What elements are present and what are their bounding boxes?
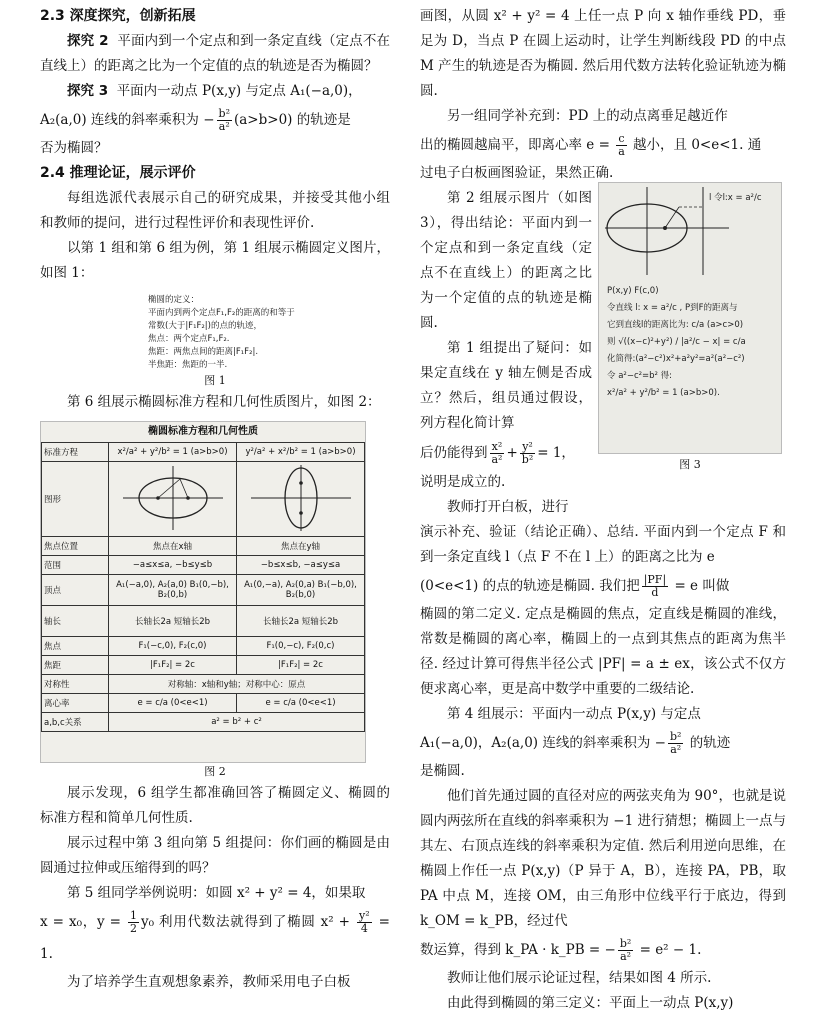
fraction-denominator: a² <box>491 453 503 466</box>
table-row <box>42 637 365 656</box>
tanjiu-3-label: 探究 3 <box>67 83 109 99</box>
text-fragment: x = x₀，y = <box>40 914 126 930</box>
table-cell: a² = b² + c² <box>109 713 365 732</box>
text-fragment: 的轨迹 <box>685 735 731 751</box>
fraction-numerator: c <box>616 133 627 146</box>
table-cell: A₁(−a,0), A₂(a,0) B₁(0,−b), B₂(0,b) <box>109 575 237 606</box>
figure-1-caption: 图 1 <box>204 374 226 387</box>
text-fragment: = 1， <box>537 445 575 461</box>
fraction-numerator: b² <box>669 730 682 743</box>
table-row <box>42 606 365 637</box>
table-cell: 图形 <box>42 462 109 537</box>
table-cell: a,b,c关系 <box>42 713 109 732</box>
fig1-line: 半焦距：焦距的一半. <box>148 360 228 370</box>
right-column <box>420 0 786 1016</box>
fig3-directrix-label: l 令l:x = a²/c <box>709 193 762 203</box>
fraction-numerator: b² <box>218 107 230 120</box>
paragraph-r12: 椭圆的第二定义. 定点是椭圆的焦点，定直线是椭圆的准线，常数是椭圆的离心率，椭圆上的一点到其焦点的距离为焦半径. 经过计算可得焦半径公式 |PF| = a ± ex，该公式不仅方便求离心率，更是高中数学中重要的二级结论. <box>420 606 786 697</box>
paragraph-r8: 说明是成立的. <box>420 474 506 490</box>
fig3-line: P(x,y) F(c,0) <box>607 286 659 296</box>
table-row <box>42 713 365 732</box>
figure-2-caption: 图 2 <box>204 765 226 778</box>
text-fragment: = 1. <box>40 914 390 962</box>
table-cell: A₁(0,−a), A₂(0,a) B₁(−b,0), B₂(b,0) <box>237 575 365 606</box>
paragraph-r1: 画图，从圆 x² + y² = 4 上任一点 P 向 x 轴作垂线 PD，垂足为 D，当点 P 在圆上运动时，让学生判断线段 PD 的中点 M 产生的轨迹是否为椭圆. 然后用代数方法转化验证轨迹为椭圆. <box>420 8 786 99</box>
fraction-numerator: |PF| <box>643 573 667 586</box>
tanjiu-2-label: 探究 2 <box>67 33 109 49</box>
wrapped-text-block <box>420 186 592 520</box>
paragraph-r15: 是椭圆. <box>420 763 465 779</box>
fraction-y2-over-4 <box>357 910 372 935</box>
tanjiu-3-text-a: 平面内一动点 P(x,y) 与定点 A₁(−a,0)， <box>116 83 362 99</box>
ellipse-x-axis-graph <box>118 463 228 533</box>
fig2-table <box>41 442 365 732</box>
table-cell: F₁(0,−c), F₂(0,c) <box>237 637 365 656</box>
paragraph-r9: 教师打开白板，进行 <box>447 499 569 515</box>
paragraph-r7: 后仍能得到 $\frac{\text{x²}}{\text{a²}}$ + $\frac{\text{y²}}{\text{b²}}$ = 1， <box>420 440 575 466</box>
paragraph-d: 展示发现，6 组学生都准确回答了椭圆定义、椭圆的标准方程和简单几何性质. <box>40 785 390 826</box>
fig1-line: 椭圆的定义： <box>148 295 200 305</box>
fig1-line: 焦距：两焦点间的距离|F₁F₂|. <box>148 347 259 357</box>
table-cell: 标准方程 <box>42 443 109 462</box>
text-fragment: = e 叫做 <box>670 578 730 594</box>
figure-2-ellipse-table <box>40 421 366 763</box>
fraction-half <box>128 910 139 935</box>
fig1-line: 常数(大于|F₁F₂|)的点的轨迹， <box>148 321 262 331</box>
fraction-denominator: d <box>651 586 659 599</box>
table-cell: 焦点 <box>42 637 109 656</box>
fraction-numerator: b² <box>619 937 632 950</box>
table-row <box>42 675 365 694</box>
fraction-y2-b2 <box>520 441 535 466</box>
paragraph-tanjiu-3a <box>40 79 390 104</box>
table-cell: y²/a² + x²/b² = 1 (a>b>0) <box>237 443 365 462</box>
paragraph-r14 <box>420 727 786 759</box>
fraction-denominator: b² <box>521 453 534 466</box>
table-cell: 长轴长2a 短轴长2b <box>109 606 237 637</box>
fraction-c-over-a <box>616 133 627 158</box>
paragraph-h: 为了培养学生直观想象素养，教师采用电子白板 <box>67 974 351 990</box>
table-cell: F₁(−c,0), F₂(c,0) <box>109 637 237 656</box>
paragraph-c: 第 6 组展示椭圆标准方程和几何性质图片，如图 2： <box>67 394 381 410</box>
table-cell: 焦点位置 <box>42 537 109 556</box>
paragraph-r18: 教师让他们展示论证过程，结果如图 4 所示. <box>447 970 712 986</box>
table-row <box>42 575 365 606</box>
section-heading-2-3: 2.3 深度探究，创新拓展 <box>40 8 196 24</box>
table-cell: e = c/a (0<e<1) <box>237 694 365 713</box>
paragraph-tanjiu-3b <box>40 104 390 136</box>
fraction-denominator: a² <box>670 743 682 756</box>
table-row <box>42 556 365 575</box>
fraction-pf-over-d <box>642 574 668 599</box>
fig3-line: 令 a²−c²=b² 得: <box>607 371 673 381</box>
ellipse-figure-horizontal <box>109 462 237 537</box>
tanjiu-3-text-c: (a>b>0) 的轨迹是 <box>233 112 351 128</box>
paragraph-r10: 演示补充、验证（结论正确）、总结. 平面内到一个定点 F 和到一条定直线 l（点 F 不在 l 上）的距离之比为 e <box>420 524 786 565</box>
text-fragment: 数运算，得到 k_PA · k_PB = − <box>420 942 616 958</box>
fig1-line: 焦点：两个定点F₁,F₂. <box>148 334 230 344</box>
table-cell: 长轴长2a 短轴长2b <box>237 606 365 637</box>
paragraph-e: 展示过程中第 3 组向第 5 组提问：你们画的椭圆是由圆通过拉伸或压缩得到的吗？ <box>40 835 390 876</box>
fraction-numerator: x² <box>490 441 505 454</box>
text-fragment: 后仍能得到 <box>420 445 488 461</box>
fraction-denominator: 4 <box>360 922 368 935</box>
fraction-numerator: 1 <box>129 909 137 922</box>
ellipse-y-axis-graph <box>246 463 356 533</box>
table-row <box>42 656 365 675</box>
paragraph-r16: 他们首先通过圆的直径对应的两弦夹角为 90°，也就是说圆内两弦所在直线的斜率乘积为 −1 进行猜想；椭圆上一点与其左、右顶点连线的斜率乘积为定值. 然后利用逆向思维，在椭圆上作任一点 P(x,y)（P 异于 A，B），连接 PA，PB，取 PA 中点 M，连接 OM，由三角形中位线平行于底边，得到 k_OM = k_PB，经过代 <box>420 788 786 929</box>
fig3-line: x²/a² + y²/b² = 1 (a>b>0). <box>607 388 720 398</box>
paragraph-r19: 由此得到椭圆的第三定义：平面上一动点 P(x,y) <box>447 995 734 1011</box>
fig1-line: 平面内到两个定点F₁,F₂的距离的和等于 <box>148 308 295 318</box>
table-cell: x²/a² + y²/b² = 1 (a>b>0) <box>109 443 237 462</box>
left-column <box>40 0 390 995</box>
tanjiu-3-text-b: A₂(a,0) 连线的斜率乘积为 − <box>40 112 215 128</box>
paragraph-f: 第 5 组同学举例说明：如圆 x² + y² = 4，如果取 <box>67 885 366 901</box>
fraction-denominator: 2 <box>129 922 137 935</box>
text-fragment: (0<e<1) 的点的轨迹是椭圆. 我们把 <box>420 578 640 594</box>
table-cell: |F₁F₂| = 2c <box>237 656 365 675</box>
paragraph-r5: 第 2 组展示图片（如图 3），得出结论：平面内到一个定点和到一条定直线（定点不在直线上）的距离之比为一个定值的点的轨迹是椭圆. <box>420 190 592 331</box>
paragraph-tanjiu-2 <box>40 29 390 79</box>
table-cell: 对称轴：x轴和y轴；对称中心：原点 <box>109 675 365 694</box>
tanjiu-2-text: 平面内到一个定点和到一条定直线（定点不在直线上）的距离之比为一个定值的点的轨迹是否为椭圆？ <box>40 33 390 74</box>
table-row <box>42 537 365 556</box>
paragraph-tanjiu-3d: 否为椭圆？ <box>40 140 108 156</box>
table-cell: 焦点在x轴 <box>109 537 237 556</box>
table-cell: 轴长 <box>42 606 109 637</box>
fraction-numerator: y² <box>359 909 370 922</box>
fraction-x2-a2 <box>490 441 505 466</box>
fig2-title: 椭圆标准方程和几何性质 <box>148 426 258 437</box>
fig3-notes <box>607 283 746 402</box>
table-cell: 对称性 <box>42 675 109 694</box>
paragraph-r2: 另一组同学补充到：PD 上的动点离垂足越近作 <box>447 108 728 124</box>
fig3-line: 化简得:(a²−c²)x²+a²y²=a²(a²−c²) <box>607 354 745 364</box>
table-cell: 离心率 <box>42 694 109 713</box>
figure-1-handwritten-note <box>148 294 308 372</box>
table-row <box>42 462 365 537</box>
table-cell: 焦点在y轴 <box>237 537 365 556</box>
paragraph-r11 <box>420 570 786 602</box>
table-cell: e = c/a (0<e<1) <box>109 694 237 713</box>
section-heading-2-4: 2.4 推理论证，展示评价 <box>40 165 196 181</box>
paragraph-r4: 过电子白板画图验证，果然正确. <box>420 165 614 181</box>
ellipse-figure-vertical <box>237 462 365 537</box>
paragraph-r6: 第 1 组提出了疑问：如果定直线在 y 轴左侧是否成立？然后，组员通过假设，列方程化简计算 <box>420 340 592 431</box>
paragraph-r17 <box>420 934 786 966</box>
fig3-line: 令直线 l: x = a²/c , P到F的距离与 <box>607 303 738 313</box>
paragraph-a: 每组选派代表展示自己的研究成果，并接受其他小组和教师的提问，进行过程性评价和表现性评价. <box>40 190 390 231</box>
paragraph-r3 <box>420 129 786 161</box>
figure-3-handwritten-proof <box>598 182 782 454</box>
fig3-line: 则 √((x−c)²+y²) / |a²/c − x| = c/a <box>607 337 746 347</box>
fraction-b2-a2-second <box>618 938 633 963</box>
table-cell: 范围 <box>42 556 109 575</box>
fraction-denominator: a² <box>620 950 632 963</box>
paragraph-r13: 第 4 组展示：平面内一动点 P(x,y) 与定点 <box>447 706 701 722</box>
text-fragment: = e² − 1. <box>635 942 702 958</box>
text-fragment: 出的椭圆越扁平，即离心率 e = <box>420 137 615 153</box>
table-row <box>42 443 365 462</box>
text-fragment: y₀ 利用代数法就得到了椭圆 x² + <box>140 914 356 930</box>
text-fragment: A₁(−a,0)，A₂(a,0) 连线的斜率乘积为 − <box>420 735 666 751</box>
table-cell: 焦距 <box>42 656 109 675</box>
paragraph-b: 以第 1 组和第 6 组为例，第 1 组展示椭圆定义图片，如图 1： <box>40 240 390 281</box>
table-cell: 顶点 <box>42 575 109 606</box>
figure-3-caption: 图 3 <box>679 458 701 471</box>
text-fragment: 越小，且 0<e<1. 通 <box>628 137 762 153</box>
paragraph-g <box>40 906 390 970</box>
fraction-b2-a2 <box>668 731 683 756</box>
fraction-denominator: a² <box>218 120 230 133</box>
table-cell: |F₁F₂| = 2c <box>109 656 237 675</box>
table-row <box>42 694 365 713</box>
fig3-line: 它到直线l的距离比为: c/a (a>c>0) <box>607 320 744 330</box>
fraction-numerator: y² <box>520 441 535 454</box>
table-cell: −b≤x≤b, −a≤y≤a <box>237 556 365 575</box>
fraction-denominator: a <box>618 145 625 158</box>
table-cell: −a≤x≤a, −b≤y≤b <box>109 556 237 575</box>
tanjiu-3-fraction <box>217 108 232 133</box>
